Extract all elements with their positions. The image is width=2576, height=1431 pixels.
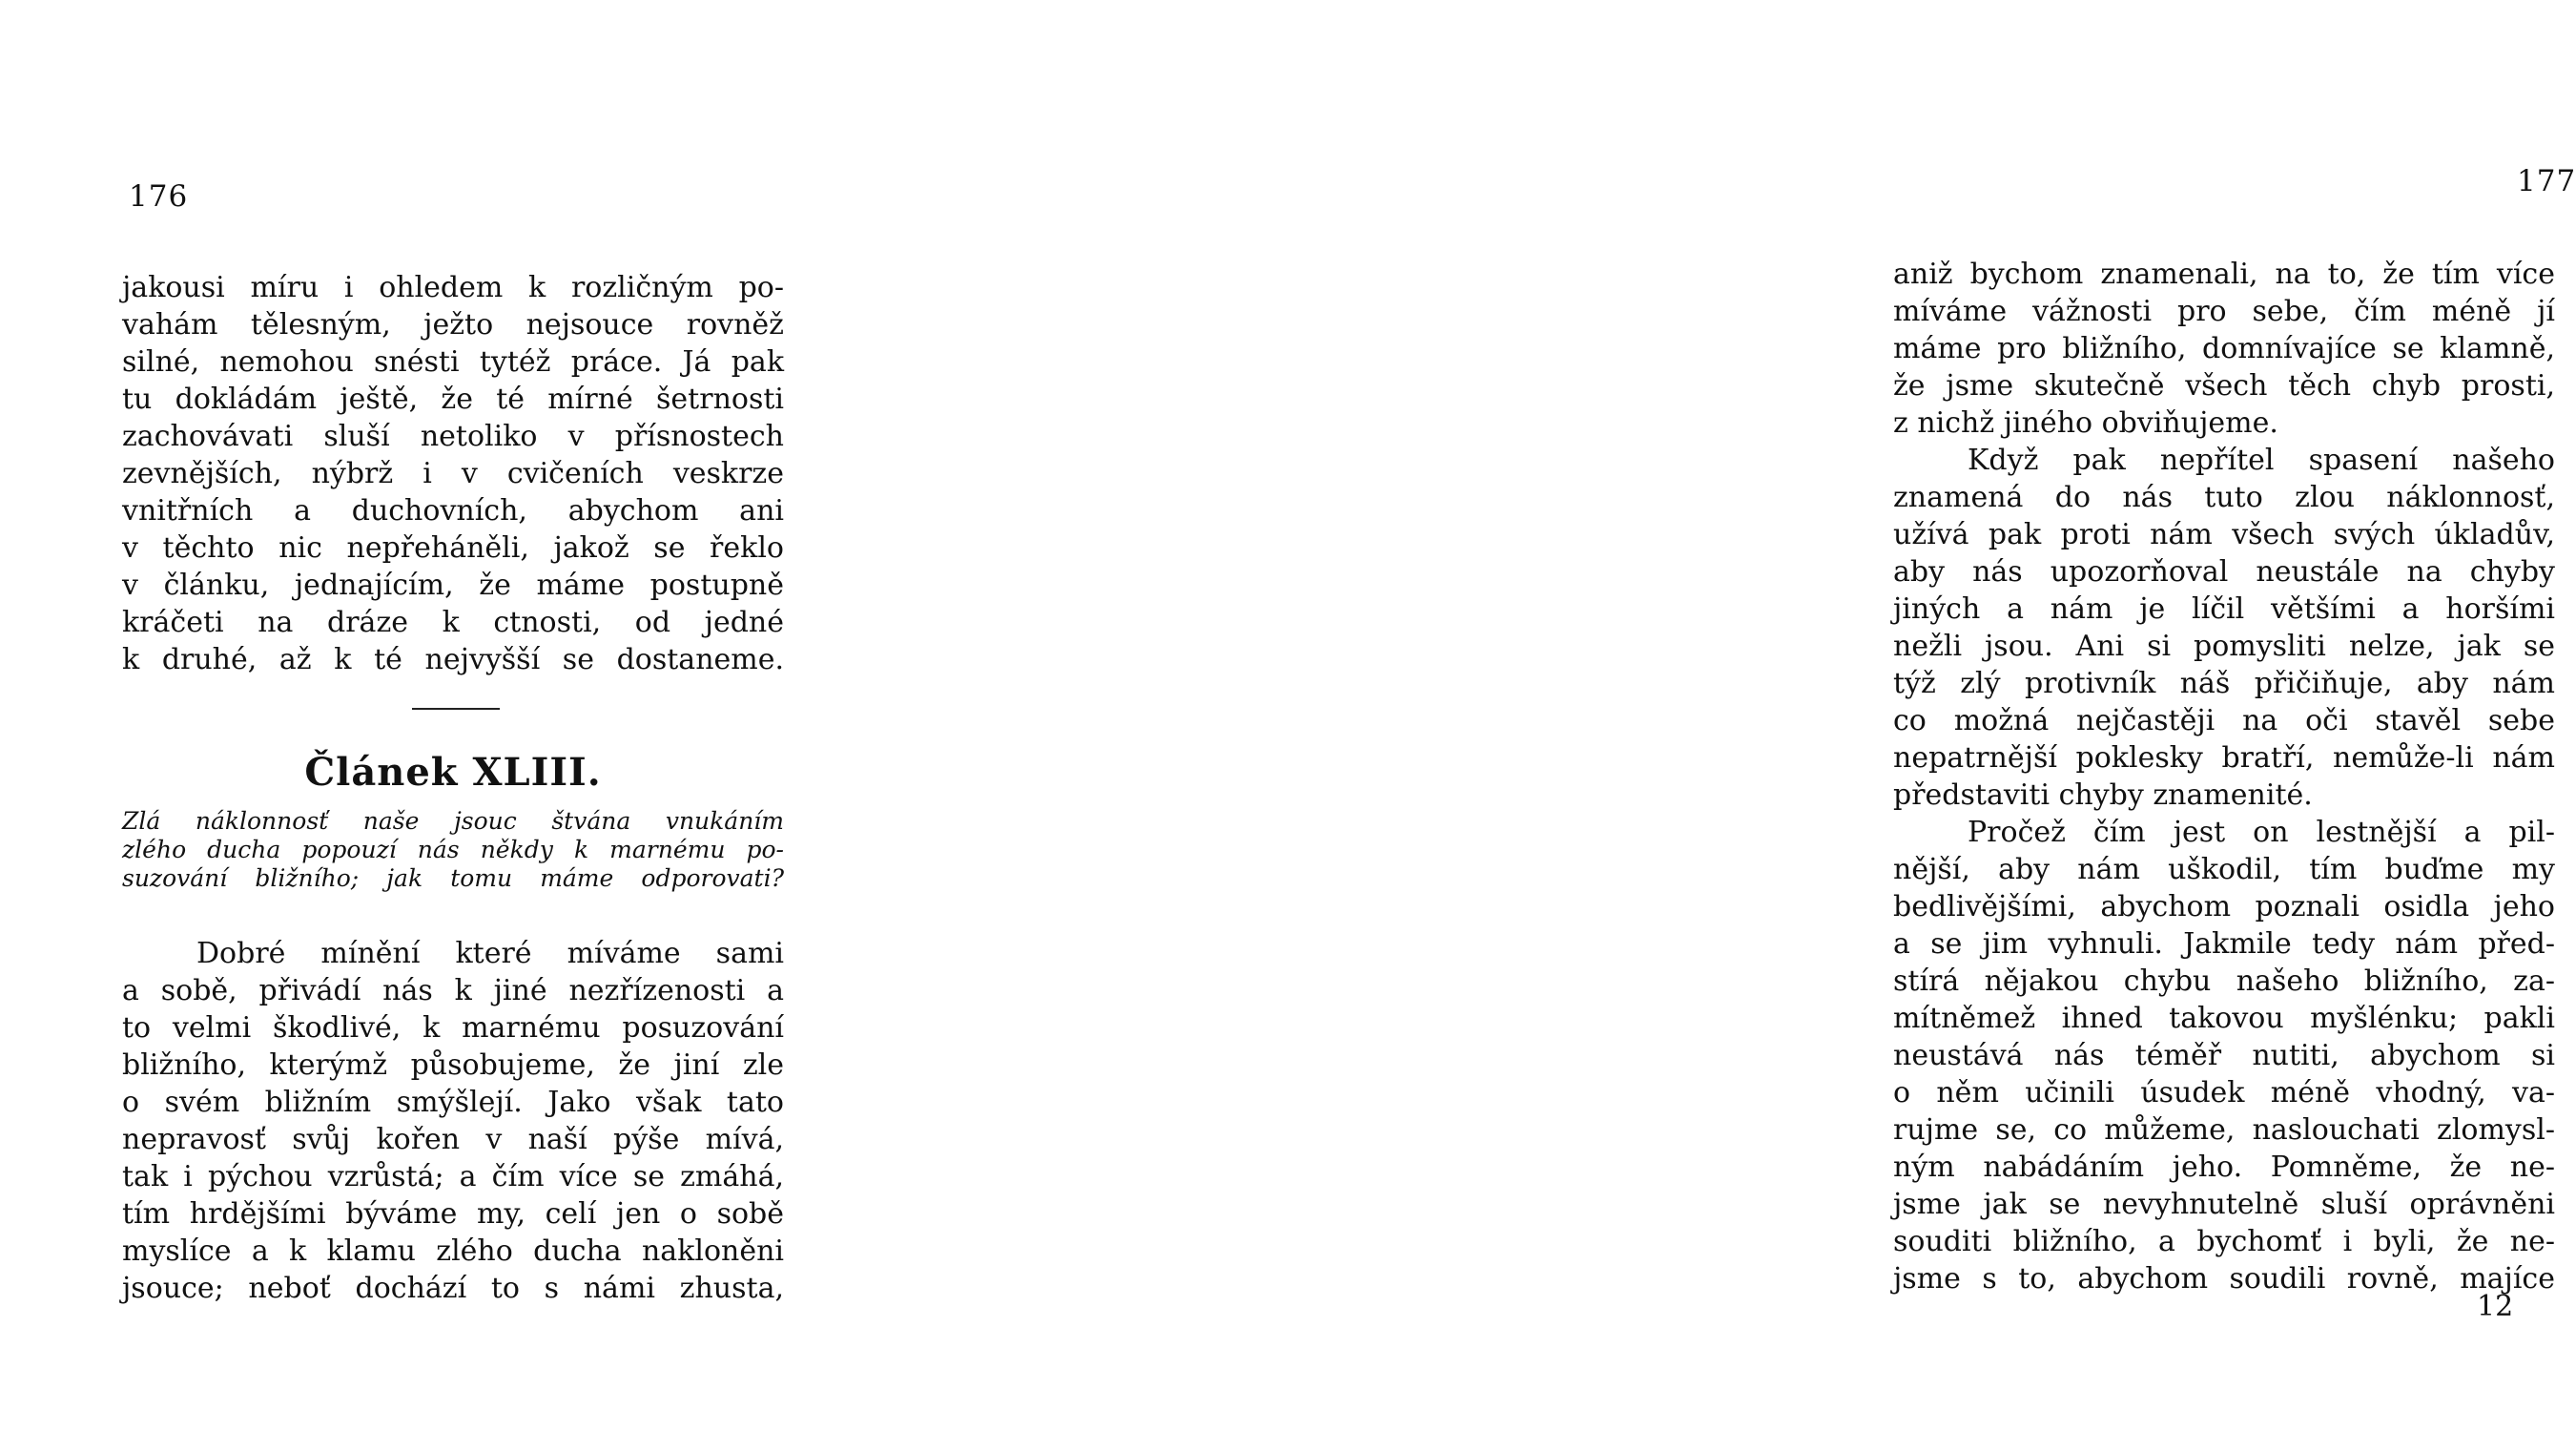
- text-line: míváme vážnosti pro sebe, čím méně jí: [1893, 295, 2555, 328]
- text-line: souditi bližního, a bychomť i byli, že ne-: [1893, 1225, 2555, 1258]
- text-line: Pročež čím jest on lestnější a pil-: [1968, 816, 2555, 849]
- text-line: a se jim vyhnuli. Jakmile tedy nám před-: [1893, 927, 2555, 961]
- text-line: vahám tělesným, ježto nejsouce rovněž: [122, 308, 784, 342]
- text-line: vnitřních a duchovních, abychom ani: [122, 494, 784, 528]
- text-line: představiti chyby znamenité.: [1893, 778, 2313, 812]
- section-divider: [412, 708, 500, 710]
- text-line: tu dokládám ještě, že té mírné šetrnosti: [122, 383, 784, 416]
- text-line: v těchto nic nepřeháněli, jakož se řeklo: [122, 531, 784, 565]
- text-line: nější, aby nám uškodil, tím buďme my: [1893, 853, 2555, 886]
- text-line: jakousi míru i ohledem k rozličným po-: [122, 271, 784, 304]
- text-line: máme pro bližního, domnívajíce se klamně,: [1893, 332, 2555, 365]
- text-line: bližního, kterýmž působujeme, že jiní zle: [122, 1048, 784, 1082]
- text-line: jiných a nám je líčil většími a horšími: [1893, 592, 2555, 626]
- text-line: rujme se, co můžeme, naslouchati zlomysl-: [1893, 1113, 2555, 1147]
- left-top-paragraph: [122, 269, 784, 678]
- right-body-text: [1893, 256, 2555, 1297]
- text-line: nepatrnější poklesky bratří, nemůže-li nám: [1893, 741, 2555, 775]
- text-line: a sobě, přivádí nás k jiné nezřízenosti a: [122, 974, 784, 1007]
- text-line: z nichž jiného obviňujeme.: [1893, 406, 2278, 440]
- text-line: to velmi škodlivé, k marnému posuzování: [122, 1011, 784, 1045]
- text-line: jsouce; neboť dochází to s námi zhusta,: [122, 1272, 784, 1305]
- text-line: myslíce a k klamu zlého ducha nakloněni: [122, 1234, 784, 1268]
- text-line: že jsme skutečně všech těch chyb prosti,: [1893, 369, 2555, 403]
- text-line: mítněmež ihned takovou myšlénku; pakli: [1893, 1002, 2555, 1035]
- text-line: stírá nějakou chybu našeho bližního, za-: [1893, 964, 2555, 998]
- text-line: o svém bližním smýšlejí. Jako však tato: [122, 1086, 784, 1119]
- page-number-right: 177: [2517, 164, 2576, 198]
- text-line: jsme s to, abychom soudili rovně, majíce: [1893, 1262, 2555, 1296]
- text-line: nepravosť svůj kořen v naší pýše mívá,: [122, 1123, 784, 1156]
- chapter-heading: Článek XLIII.: [304, 750, 602, 795]
- text-line: aniž bychom znamenali, na to, že tím více: [1893, 258, 2555, 291]
- text-line: aby nás upozorňoval neustále na chyby: [1893, 555, 2555, 589]
- right-page: [884, 0, 2576, 1431]
- text-line: Když pak nepřítel spasení našeho: [1968, 444, 2555, 477]
- text-line: bedlivějšími, abychom poznali osidla jeho: [1893, 890, 2555, 923]
- text-line: znamená do nás tuto zlou náklonnosť,: [1893, 481, 2555, 514]
- text-line: silné, nemohou snésti tytéž práce. Já pak: [122, 345, 784, 379]
- text-line: k druhé, až k té nejvyšší se dostaneme.: [122, 643, 784, 676]
- summary-line: suzování bližního; jak tomu máme odporovati?: [122, 864, 784, 892]
- text-line: tak i pýchou vzrůstá; a čím více se zmáhá,: [122, 1160, 784, 1193]
- text-line: týž zlý protivník náš přičiňuje, aby nám: [1893, 667, 2555, 700]
- left-body-paragraph: [122, 935, 784, 1307]
- left-page: [0, 0, 884, 1431]
- text-line: co možná nejčastěji na oči stavěl sebe: [1893, 704, 2555, 737]
- text-line: tím hrdějšími býváme my, celí jen o sobě: [122, 1197, 784, 1231]
- text-line: jsme jak se nevyhnutelně sluší oprávněni: [1893, 1188, 2555, 1221]
- text-line: zachovávati sluší netoliko v přísnostech: [122, 420, 784, 453]
- text-line: zevnějších, nýbrž i v cvičeních veskrze: [122, 457, 784, 490]
- text-line: kráčeti na dráze k ctnosti, od jedné: [122, 606, 784, 639]
- text-line: neustává nás téměř nutiti, abychom si: [1893, 1039, 2555, 1072]
- text-line: o něm učinili úsudek méně vhodný, va-: [1893, 1076, 2555, 1110]
- chapter-summary: [122, 807, 784, 893]
- text-line: v článku, jednajícím, že máme postupně: [122, 569, 784, 602]
- page-number-left: 176: [129, 179, 189, 214]
- text-line: nežli jsou. Ani si pomysliti nelze, jak se: [1893, 630, 2555, 663]
- text-line: ným nabádáním jeho. Pomněme, že ne-: [1893, 1151, 2555, 1184]
- signature-mark: 12: [2477, 1290, 2514, 1323]
- text-line: užívá pak proti nám všech svých úkladův,: [1893, 518, 2555, 551]
- summary-line: Zlá náklonnosť naše jsouc štvána vnukáním: [122, 807, 784, 835]
- text-line: Dobré mínění které míváme sami: [196, 937, 784, 970]
- summary-line: zlého ducha popouzí nás někdy k marnému po-: [122, 836, 784, 863]
